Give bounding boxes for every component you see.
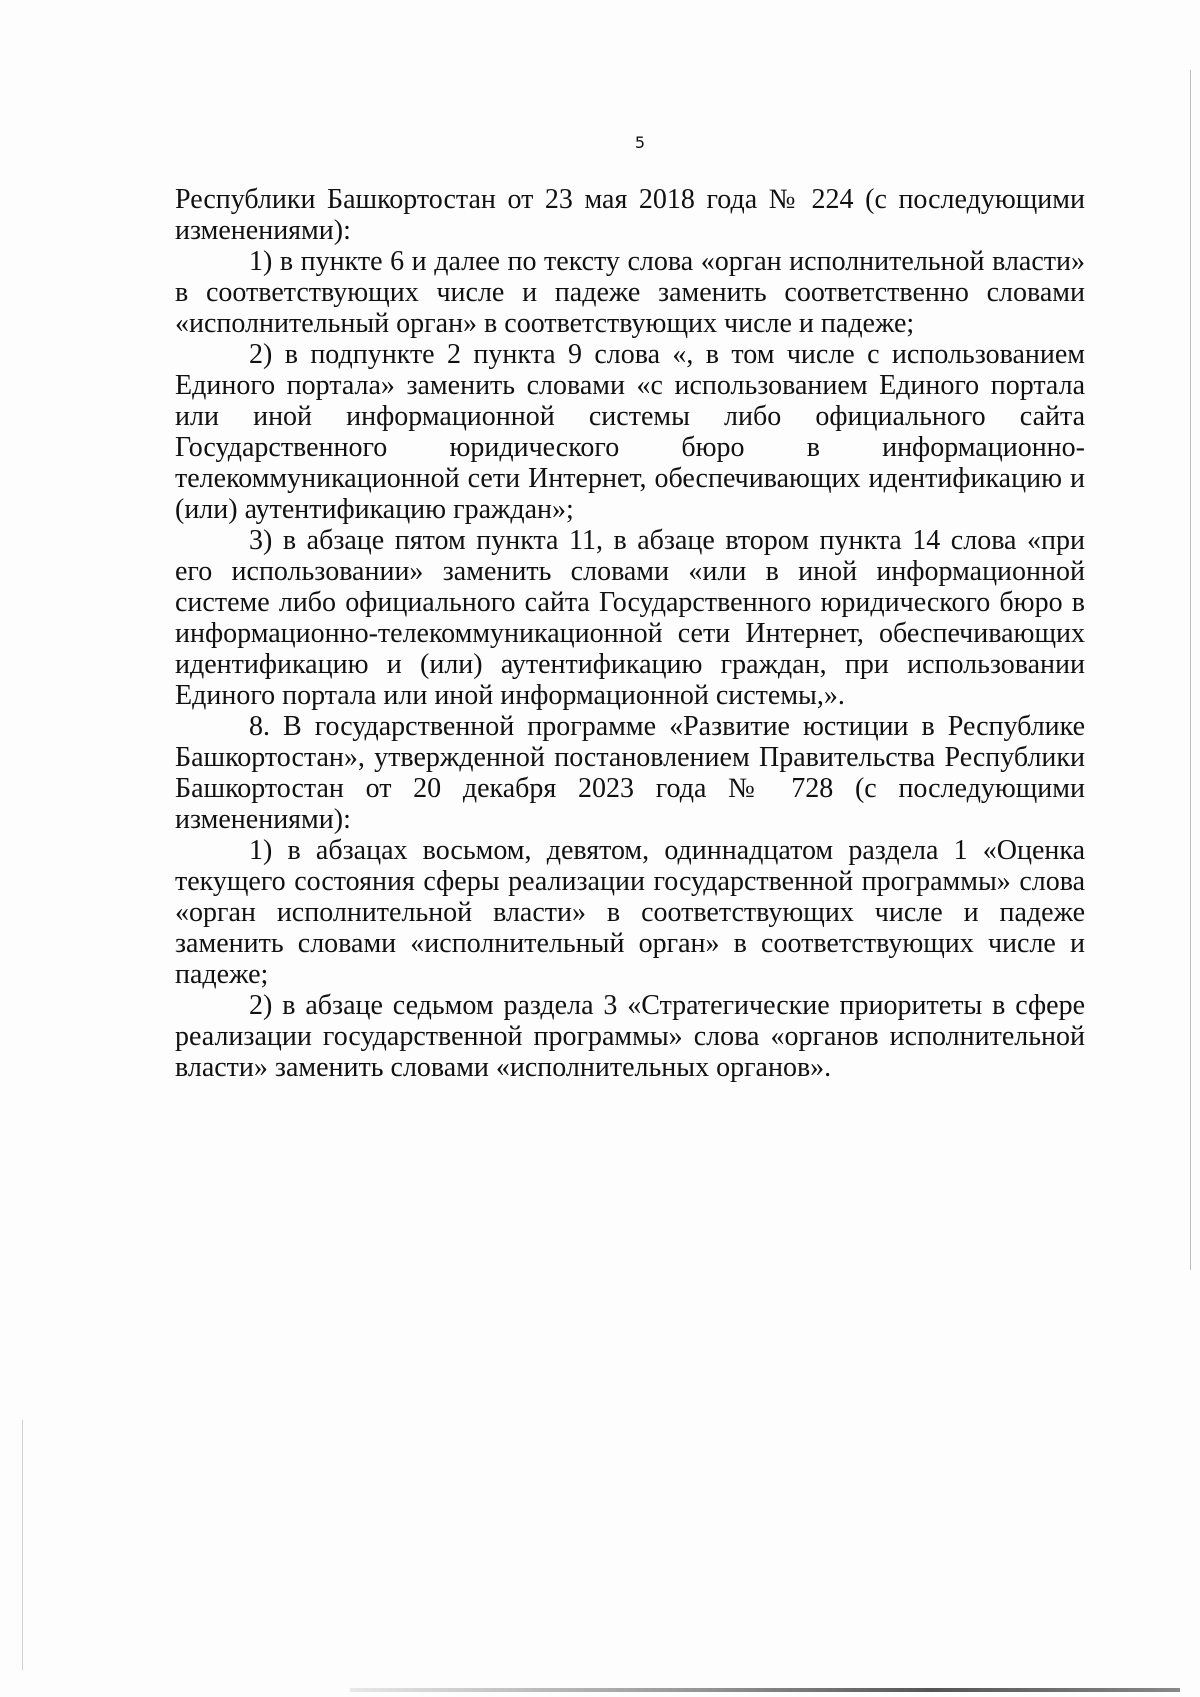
scan-edge-right — [1190, 70, 1191, 1270]
paragraph-section-8-item-2: 2) в абзаце седьмом раздела 3 «Стратегические приоритеты в сфере реализации государственной программы» слова «органов исполнительной власти» заменить словами «исполнительных органов». — [175, 990, 1085, 1083]
paragraph-item-2: 2) в подпункте 2 пункта 9 слова «, в том числе с использованием Единого портала» заменить словами «с использованием Единого портала или иной информационной системы либо официального сайта Государственного юридического бюро в информационно-телекоммуникационной сети Интернет, обеспечивающих идентификацию и (или) аутентификацию граждан»; — [175, 339, 1085, 525]
page-number: 5 — [634, 133, 646, 152]
paragraph-section-8: 8. В государственной программе «Развитие юстиции в Республике Башкортостан», утвержденной постановлением Правительства Республики Башкортостан от 20 декабря 2023 года № 728 (с последующими изменениями): — [175, 711, 1085, 835]
paragraph-section-8-item-1: 1) в абзацах восьмом, девятом, одиннадцатом раздела 1 «Оценка текущего состояния сферы реализации государственной программы» слова «орган исполнительной власти» в соответствующих числе и падеже заменить словами «исполнительный орган» в соответствующих числе и падеже; — [175, 835, 1085, 990]
paragraph-item-3: 3) в абзаце пятом пункта 11, в абзаце втором пункта 14 слова «при его использовании» заменить словами «или в иной информационной системе либо официального сайта Государственного юридического бюро в информационно-телекоммуникационной сети Интернет, обеспечивающих идентификацию и (или) аутентификацию граждан, при использовании Единого портала или иной информационной системы,». — [175, 525, 1085, 711]
scan-edge-left — [22, 1420, 23, 1670]
paragraph-continuation: Республики Башкортостан от 23 мая 2018 года № 224 (с последующими изменениями): — [175, 184, 1085, 246]
paragraph-item-1: 1) в пункте 6 и далее по тексту слова «орган исполнительной власти» в соответствующих числе и падеже заменить соответственно словами «исполнительный орган» в соответствующих числе и падеже; — [175, 246, 1085, 339]
scan-bottom-edge — [350, 1688, 1180, 1692]
document-body — [175, 184, 1085, 1083]
